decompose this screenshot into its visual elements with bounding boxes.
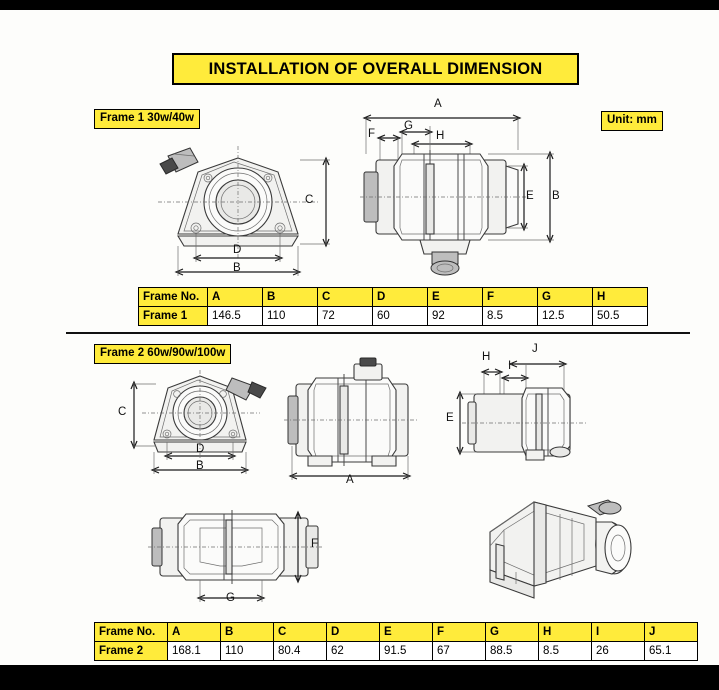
table2-header-0: Frame No. <box>95 623 168 642</box>
page-title-text: INSTALLATION OF OVERALL DIMENSION <box>208 59 543 78</box>
table1-header-2: B <box>263 288 318 307</box>
table2-header-1: A <box>168 623 221 642</box>
table2-r0-c0: Frame 2 <box>95 642 168 661</box>
table2-r0-c1: 168.1 <box>168 642 221 661</box>
table1-header-1: A <box>208 288 263 307</box>
table2-header-7: G <box>486 623 539 642</box>
frame2-side-view-drawing <box>446 343 602 470</box>
frame2-side-label-e: E <box>446 412 454 424</box>
table-header-row <box>139 288 648 307</box>
table1-r0-c0: Frame 1 <box>139 307 208 326</box>
frame1-side-label-g: G <box>404 120 413 132</box>
table2-r0-c4: 62 <box>327 642 380 661</box>
table1-r0-c1: 146.5 <box>208 307 263 326</box>
table1-r0-c5: 92 <box>428 307 483 326</box>
table1-header-3: C <box>318 288 373 307</box>
frame2-front-label-c: C <box>118 406 127 418</box>
table2-r0-c5: 91.5 <box>380 642 433 661</box>
frame2-bottom-view-drawing <box>146 508 326 614</box>
frame1-front-label-d: D <box>233 244 242 256</box>
table2-r0-c8: 8.5 <box>539 642 592 661</box>
table1-header-7: G <box>538 288 593 307</box>
table1-r0-c3: 72 <box>318 307 373 326</box>
frame2-top-label-a: A <box>346 474 354 486</box>
frame1-side-label-e: E <box>526 190 534 202</box>
table2-header-5: E <box>380 623 433 642</box>
frame1-label-tag: Frame 1 30w/40w <box>94 109 200 129</box>
frame1-front-view-drawing <box>150 138 350 278</box>
table-row <box>139 307 648 326</box>
table1-r0-c8: 50.5 <box>593 307 648 326</box>
frame2-bottom-label-f: F <box>311 538 319 550</box>
table2-header-6: F <box>433 623 486 642</box>
table2-header-2: B <box>221 623 274 642</box>
table1-r0-c2: 110 <box>263 307 318 326</box>
frame1-side-view-drawing <box>358 98 568 280</box>
table1-header-8: H <box>593 288 648 307</box>
table2-header-9: I <box>592 623 645 642</box>
frame2-isometric-view-drawing <box>460 488 650 608</box>
table1-header-6: F <box>483 288 538 307</box>
table2-r0-c10: 65.1 <box>645 642 698 661</box>
frame1-side-label-h: H <box>436 130 445 142</box>
table2-header-8: H <box>539 623 592 642</box>
table2-header-3: C <box>274 623 327 642</box>
table1-r0-c6: 8.5 <box>483 307 538 326</box>
unit-note-tag: Unit: mm <box>601 111 663 131</box>
table1-header-4: D <box>373 288 428 307</box>
table-row <box>95 642 698 661</box>
table-header-row <box>95 623 698 642</box>
frame2-top-view-drawing <box>282 356 422 486</box>
frame2-bottom-label-g: G <box>226 592 235 604</box>
table2-header-4: D <box>327 623 380 642</box>
section-divider <box>66 332 690 334</box>
frame2-label-tag: Frame 2 60w/90w/100w <box>94 344 231 364</box>
table2-r0-c9: 26 <box>592 642 645 661</box>
frame2-side-label-h: H <box>482 351 491 363</box>
table2-r0-c7: 88.5 <box>486 642 539 661</box>
frame1-side-label-a: A <box>434 98 442 110</box>
table1-header-0: Frame No. <box>139 288 208 307</box>
frame1-side-label-f: F <box>368 128 376 140</box>
table2-r0-c3: 80.4 <box>274 642 327 661</box>
table1-header-5: E <box>428 288 483 307</box>
table1-r0-c4: 60 <box>373 307 428 326</box>
frame1-dimension-table <box>138 287 648 326</box>
frame2-front-label-d: D <box>196 443 205 455</box>
frame2-side-label-i: I <box>508 360 512 372</box>
frame2-dimension-table <box>94 622 698 661</box>
table2-r0-c2: 110 <box>221 642 274 661</box>
table1-r0-c7: 12.5 <box>538 307 593 326</box>
frame2-front-label-b: B <box>196 460 204 472</box>
frame1-front-label-b: B <box>233 262 241 274</box>
frame1-front-label-c: C <box>305 194 314 206</box>
frame2-side-label-j: J <box>532 343 538 355</box>
frame1-side-label-b: B <box>552 190 560 202</box>
table2-r0-c6: 67 <box>433 642 486 661</box>
page-title <box>172 53 579 85</box>
table2-header-10: J <box>645 623 698 642</box>
frame2-front-view-drawing <box>120 366 280 476</box>
datasheet-page <box>0 10 719 665</box>
